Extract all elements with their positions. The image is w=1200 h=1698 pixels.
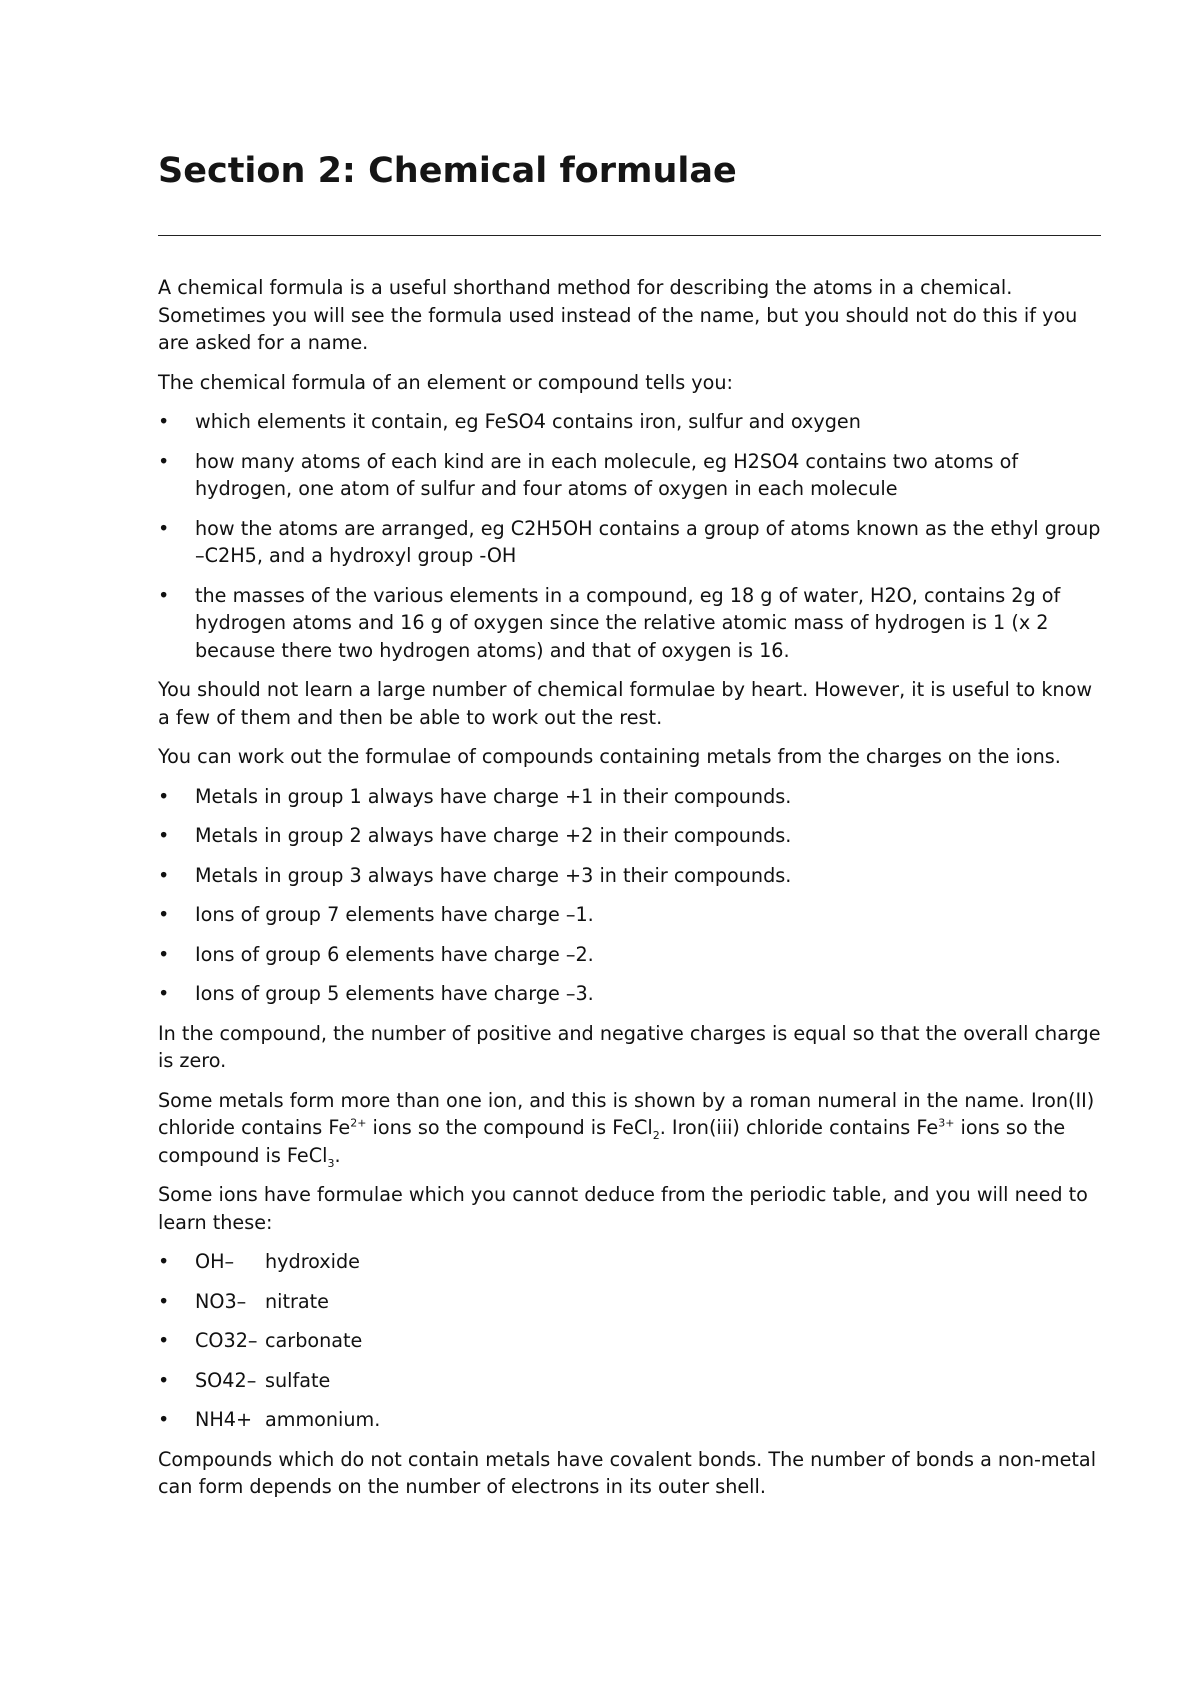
ions-list xyxy=(158,1248,1101,1434)
ion-name: hydroxide xyxy=(265,1250,360,1273)
document-page xyxy=(158,150,1101,1513)
list-item: • Metals in group 2 always have charge +2 in their compounds. xyxy=(158,822,1101,850)
ion-formula: OH– xyxy=(195,1250,235,1273)
section-title: Section 2: Chemical formulae xyxy=(158,151,737,191)
charge-superscript: 3+ xyxy=(938,1116,955,1130)
title-divider xyxy=(158,235,1101,236)
list-item xyxy=(158,1248,1101,1276)
document-body xyxy=(158,274,1101,1501)
ion-name: carbonate xyxy=(265,1329,363,1352)
list-item: • Metals in group 1 always have charge +1 in their compounds. xyxy=(158,783,1101,811)
formula-tells-intro: The chemical formula of an element or compound tells you: xyxy=(158,370,734,394)
ion-formula: SO42– xyxy=(195,1368,257,1392)
charge-superscript: 2+ xyxy=(350,1116,367,1130)
list-item xyxy=(158,1327,1101,1355)
intro-paragraph: A chemical formula is a useful shorthand method for describing the atoms in a chemical. Sometimes you will see the formula used instead of the name, but you should not do this if you are asked for a name. xyxy=(158,276,1078,354)
formula-tells-list xyxy=(158,408,1101,664)
roman-text: . xyxy=(334,1143,341,1167)
ions-intro: Some ions have formulae which you cannot deduce from the periodic table, and you will need to learn these: xyxy=(158,1183,1088,1234)
list-item: • Ions of group 5 elements have charge –3. xyxy=(158,980,1101,1008)
roman-text: ions so the compound is FeCl xyxy=(366,1116,653,1139)
ion-name: nitrate xyxy=(265,1289,329,1313)
charges-intro: You can work out the formulae of compounds containing metals from the charges on the ions. xyxy=(158,745,1061,768)
charges-list xyxy=(158,783,1101,1008)
learn-note-paragraph: You should not learn a large number of chemical formulae by heart. However, it is useful to know a few of them and then be able to work out the rest. xyxy=(158,678,1093,729)
covalent-paragraph: Compounds which do not contain metals have covalent bonds. The number of bonds a non-metal can form depends on the number of electrons in its outer shell. xyxy=(158,1447,1097,1498)
overall-charge-paragraph: In the compound, the number of positive and negative charges is equal so that the overall charge is zero. xyxy=(158,1021,1101,1072)
list-item: • Metals in group 3 always have charge +3 in their compounds. xyxy=(158,862,1101,890)
formula-subscript: 2 xyxy=(652,1128,660,1142)
list-item xyxy=(158,1367,1101,1395)
list-item xyxy=(158,1288,1101,1316)
list-item xyxy=(158,1406,1101,1434)
ion-formula: CO32– xyxy=(195,1329,258,1352)
ion-name: ammonium. xyxy=(265,1408,381,1431)
roman-text: Some metals form more than one ion, and this is shown by a roman numeral in the name. Iron(II) chloride contains Fe xyxy=(158,1088,1095,1139)
roman-text: ions so the compound is FeCl xyxy=(158,1116,1066,1167)
ion-name: sulfate xyxy=(265,1368,331,1392)
ion-formula: NH4+ xyxy=(195,1408,253,1431)
list-item: • how the atoms are arranged, eg C2H5OH contains a group of atoms known as the ethyl group –C2H5, and a hydroxyl group -OH xyxy=(158,515,1101,570)
formula-subscript: 3 xyxy=(327,1156,335,1170)
list-item: • which elements it contain, eg FeSO4 contains iron, sulfur and oxygen xyxy=(158,408,1101,436)
list-item: • how many atoms of each kind are in each molecule, eg H2SO4 contains two atoms of hydrogen, one atom of sulfur and four atoms of oxygen in each molecule xyxy=(158,448,1101,503)
roman-text: . Iron(iii) chloride contains Fe xyxy=(659,1116,939,1139)
list-item: • Ions of group 7 elements have charge –1. xyxy=(158,901,1101,929)
list-item: • Ions of group 6 elements have charge –2. xyxy=(158,941,1101,969)
ion-formula: NO3– xyxy=(195,1289,247,1313)
roman-numeral-paragraph xyxy=(158,1087,1101,1170)
list-item: • the masses of the various elements in a compound, eg 18 g of water, H2O, contains 2g of hydrogen atoms and 16 g of oxygen since the relative atomic mass of hydrogen is 1 (x 2 because there two hydrogen atoms) and that of oxygen is 16. xyxy=(158,582,1101,665)
